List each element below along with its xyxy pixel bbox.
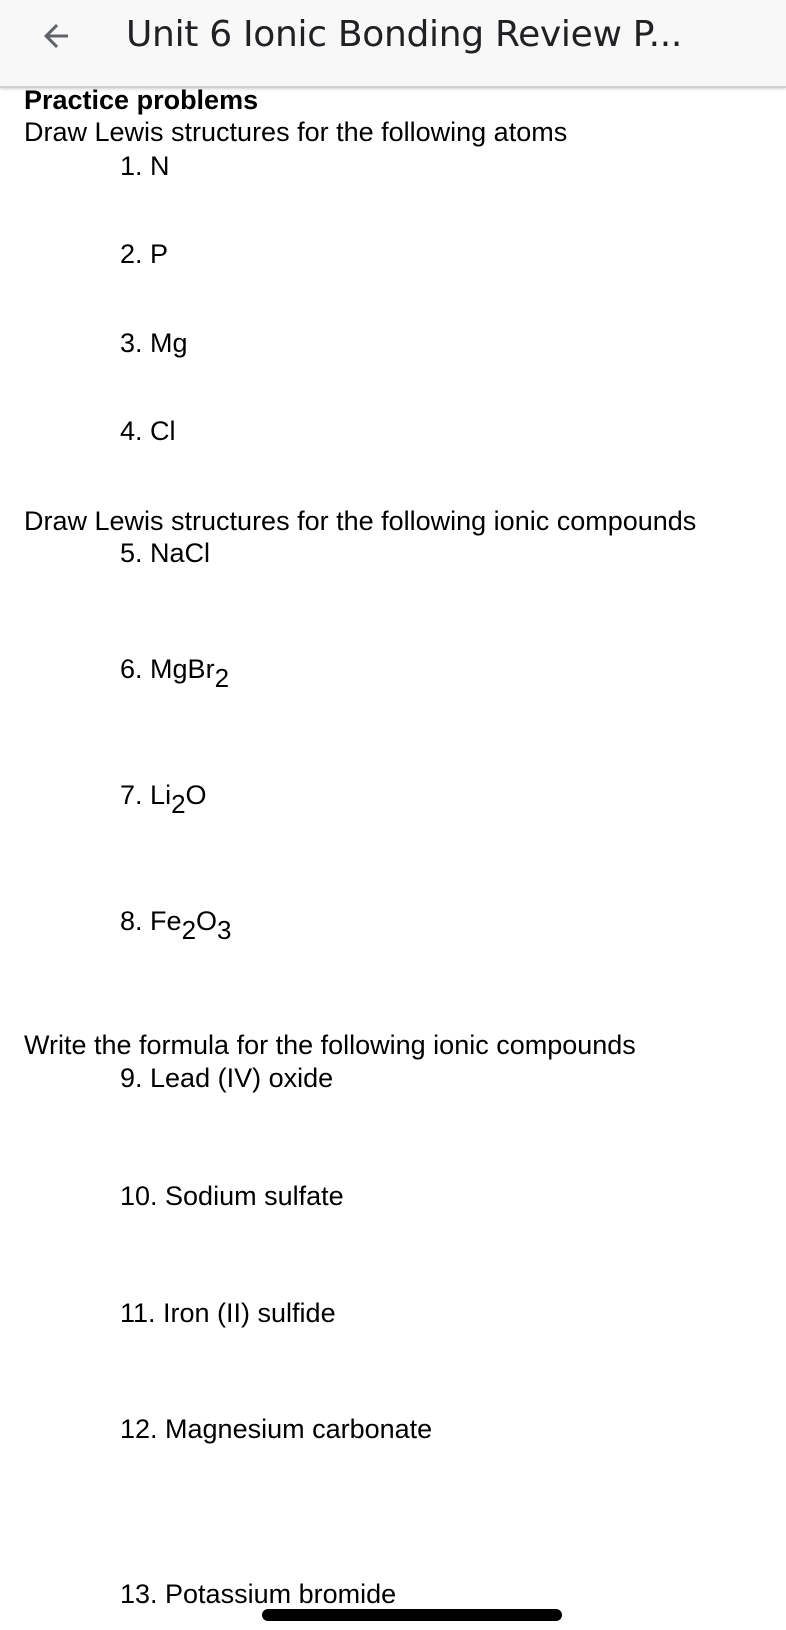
- section-heading: Practice problems: [24, 85, 259, 115]
- problem-8: 8. $Fe_2O_3$: [120, 906, 232, 945]
- problem-7: 7. $Li_2O$: [120, 780, 207, 819]
- problem-6: 6. MgBr$_2$: [120, 654, 230, 693]
- document-title: Unit 6 Ionic Bonding Review P...: [126, 14, 682, 55]
- instruction-atoms: Draw Lewis structures for the following atoms: [24, 117, 568, 147]
- problem-4: 4. Cl: [120, 416, 176, 446]
- problem-13: 13. Potassium bromide: [120, 1579, 397, 1609]
- problem-5: 5. NaCl: [120, 538, 211, 568]
- instruction-formulas: Write the formula for the following ionic compounds: [24, 1030, 636, 1060]
- problem-12: 12. Magnesium carbonate: [120, 1414, 433, 1444]
- arrow-back-icon: [38, 18, 74, 54]
- problem-2: 2. P: [120, 239, 169, 269]
- back-button[interactable]: [30, 12, 82, 60]
- problem-10: 10. Sodium sulfate: [120, 1181, 344, 1211]
- problem-11: 11. Iron (II) sulfide: [120, 1298, 336, 1328]
- app-bar: [0, 0, 786, 88]
- instruction-lewis-compounds: Draw Lewis structures for the following ionic compounds: [24, 506, 697, 536]
- home-indicator[interactable]: [262, 1609, 562, 1621]
- problem-9: 9. Lead (IV) oxide: [120, 1063, 334, 1093]
- problem-3: 3. Mg: [120, 328, 188, 358]
- problem-1: 1. N: [120, 151, 170, 181]
